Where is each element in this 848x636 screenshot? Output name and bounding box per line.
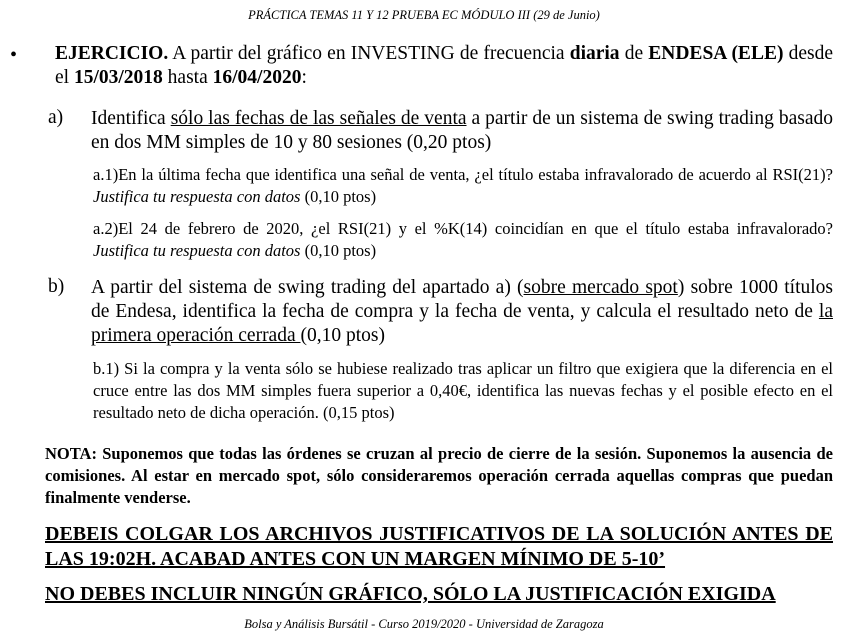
item-a-part: Identifica (91, 108, 171, 129)
item-a1-part: (0,10 ptos) (300, 187, 377, 206)
item-a1-italic: Justifica tu respuesta con datos (93, 187, 301, 206)
nota-paragraph: NOTA: Suponemos que todas las órdenes se cruzan al precio de cierre de la sesión. Suponemos la ausencia de comisiones. Al estar en mercado spot, sólo consideraremos operación cerrada aquellas compras que puedan finalmente venderse. (45, 444, 833, 507)
item-b-part: A partir del sistema de swing trading del apartado a) ( (91, 277, 524, 298)
item-a2-italic: Justifica tu respuesta con datos (93, 241, 301, 260)
deadline-notice: DEBEIS COLGAR LOS ARCHIVOS JUSTIFICATIVOS DE LA SOLUCIÓN ANTES DE LAS 19:02H. ACABAD ANTES CON UN MARGEN MÍNIMO DE 5-10’ (45, 523, 833, 570)
page-footer: Bolsa y Análisis Bursátil - Curso 2019/2020 - Universidad de Zaragoza (244, 617, 604, 631)
exercise-frequency: diaria (569, 43, 620, 64)
exercise-label: EJERCICIO. (55, 43, 169, 64)
item-b-text (91, 276, 833, 348)
exercise-statement (55, 42, 833, 90)
item-a2-part: a.2)El 24 de febrero de 2020, ¿el RSI(21) y el %K(14) coincidían en que el título estaba infravalorado? (93, 219, 833, 238)
item-a1-part: a.1)En la última fecha que identifica una señal de venta, ¿el título estaba infravalorado de acuerdo al RSI(21)? (93, 165, 833, 184)
item-b1-text: b.1) Si la compra y la venta sólo se hubiese realizado tras aplicar un filtro que exigiera que la diferencia en el cruce entre las dos MM simples fuera superior a 0,40€, identifica las nuevas fechas y el posible efecto en el resultado neto de dicha operación. (0,15 ptos) (93, 359, 833, 422)
item-a2-part: (0,10 ptos) (300, 241, 377, 260)
item-b-underlined: la primera operación cerrada (91, 301, 833, 346)
exercise-text: : (301, 67, 307, 88)
item-a-text (91, 107, 833, 155)
exercise-start-date: 15/03/2018 (73, 67, 163, 88)
item-a-underlined: sólo las fechas de las señales de venta (170, 108, 467, 129)
bullet-marker: • (10, 44, 18, 66)
exercise-end-date: 16/04/2020 (212, 67, 302, 88)
no-graphics-notice: NO DEBES INCLUIR NINGÚN GRÁFICO, SÓLO LA JUSTIFICACIÓN EXIGIDA (45, 583, 776, 605)
item-b-label: b) (48, 276, 65, 297)
item-b-underlined: sobre mercado spot (523, 277, 678, 298)
item-b-part: ) sobre 1000 títulos de Endesa, identifica la fecha de compra y la fecha de venta, y calcula el resultado neto de (91, 277, 833, 322)
item-a-label: a) (48, 107, 64, 128)
item-a2-text (93, 218, 833, 262)
exercise-text: desde el (55, 43, 833, 88)
item-a-part: a partir de un sistema de swing trading basado en dos MM simples de 10 y 80 sesiones (0,20 ptos) (91, 108, 833, 153)
exercise-ticker: ENDESA (ELE) (648, 43, 784, 64)
exercise-text: hasta (162, 67, 213, 88)
page-header: PRÁCTICA TEMAS 11 Y 12 PRUEBA EC MÓDULO III (29 de Junio) (248, 8, 600, 22)
item-b-part: (0,10 ptos) (300, 325, 385, 346)
exercise-text: A partir del gráfico en INVESTING de frecuencia (168, 43, 570, 64)
exercise-text: de (619, 43, 649, 64)
item-a1-text (93, 164, 833, 208)
